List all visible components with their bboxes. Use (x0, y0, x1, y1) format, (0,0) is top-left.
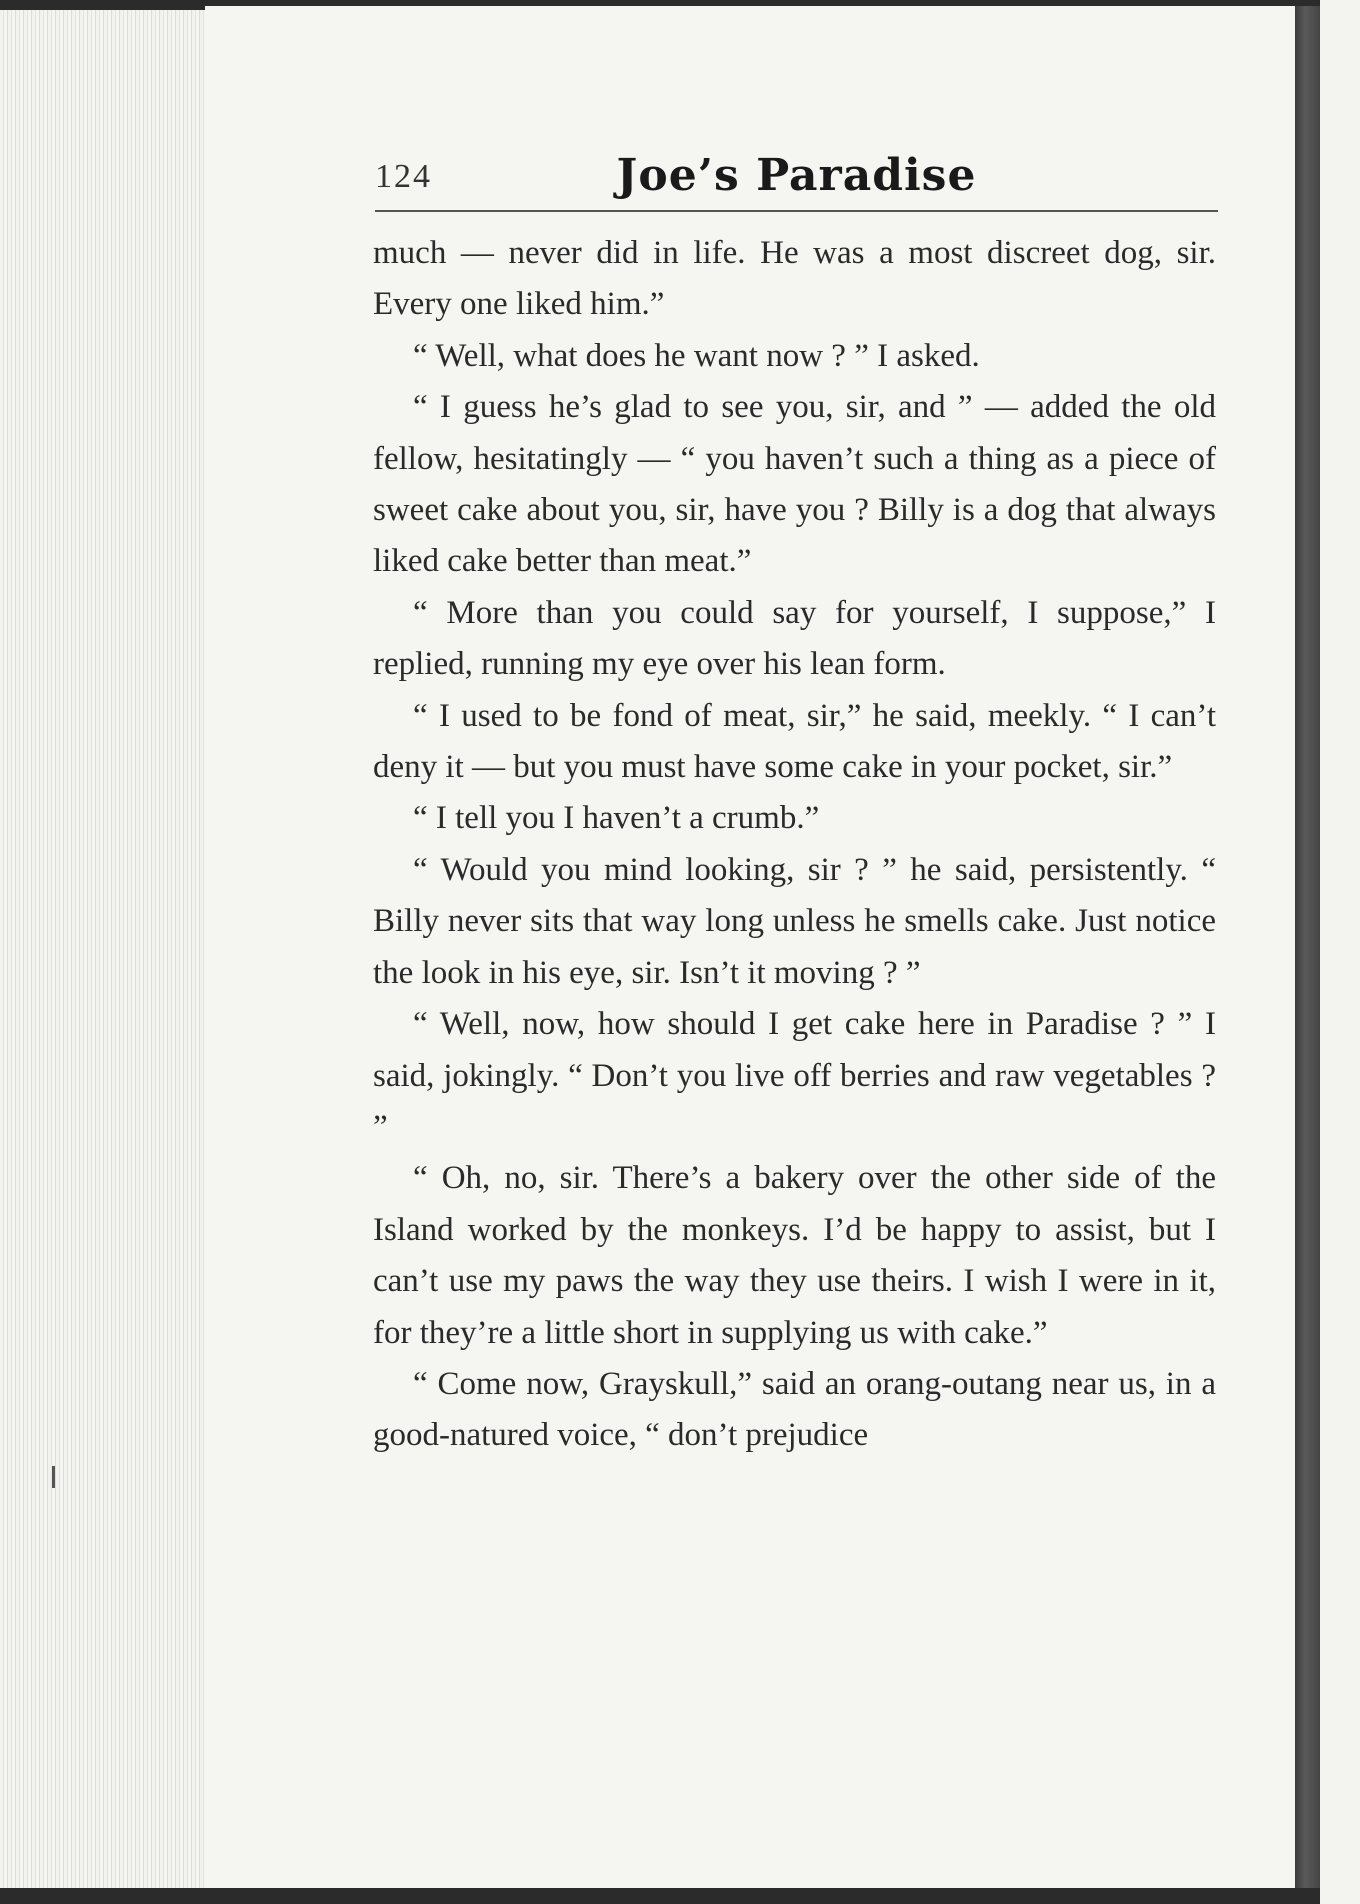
paragraph: “ I guess he’s glad to see you, sir, and ” — added the old fellow, hesitatingly — “ you haven’t such a thing as a piece of sweet cake about you, sir, have you ? Billy is a dog that always liked cake better than meat.” (373, 389, 1216, 580)
facing-page-edge (1320, 0, 1360, 1904)
body-text (373, 228, 1216, 1462)
paragraph: much — never did in life. He was a most discreet dog, sir. Every one liked him.” (373, 235, 1216, 323)
paragraph: “ I tell you I haven’t a crumb.” (413, 800, 820, 837)
paragraph: “ I used to be fond of meat, sir,” he said, meekly. “ I can’t deny it — but you must have some cake in your pocket, sir.” (373, 697, 1216, 786)
page-number: 124 (375, 158, 432, 195)
page-edges (0, 10, 206, 1888)
stray-mark (52, 1466, 55, 1488)
paragraph: “ Come now, Grayskull,” said an orang-outang near us, in a good-natured voice, “ don’t prejudice (373, 1365, 1216, 1454)
binding-edge (1295, 6, 1320, 1888)
page-header (375, 150, 1218, 212)
paragraph: “ Well, now, how should I get cake here in Paradise ? ” I said, jokingly. “ Don’t you live off berries and raw vegetables ? ” (373, 1006, 1216, 1145)
paragraph: “ Well, what does he want now ? ” I asked. (413, 337, 980, 374)
paragraph: “ Oh, no, sir. There’s a bakery over the other side of the Island worked by the monkeys. I’d be happy to assist, but I can’t use my paws the way they use theirs. I wish I were in it, for they’re a little short in supplying us with cake.” (373, 1160, 1216, 1351)
running-title: Joe’s Paradise (616, 150, 977, 201)
paragraph: “ More than you could say for yourself, I suppose,” I replied, running my eye over his lean form. (373, 594, 1216, 683)
paragraph: “ Would you mind looking, sir ? ” he said, persistently. “ Billy never sits that way long unless he smells cake. Just notice the look in his eye, sir. Isn’t it moving ? ” (373, 851, 1216, 991)
